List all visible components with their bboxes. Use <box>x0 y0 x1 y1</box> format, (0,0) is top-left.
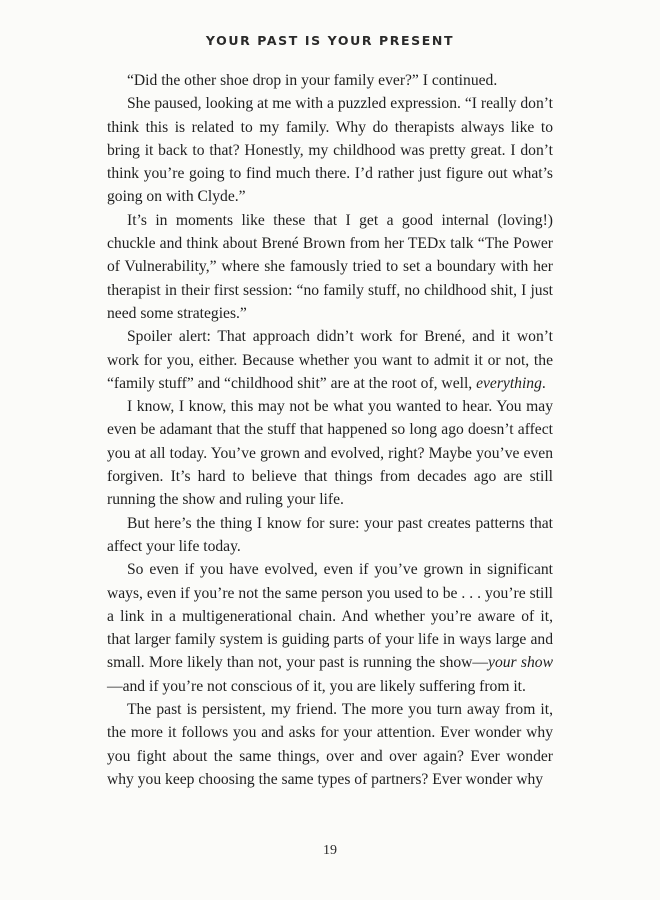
paragraph: Spoiler alert: That approach didn’t work for Brené, and it won’t work for you, either. Because whether you want to admit it or not, the “family stuff” and “childhood shit” are at the root of, well, everything. <box>107 328 553 392</box>
paragraph: I know, I know, this may not be what you wanted to hear. You may even be adamant that the stuff that happened so long ago doesn’t affect you at all today. You’ve grown and evolved, right? Maybe you’ve even forgiven. It’s hard to believe that things from decades ago are still running the show and ruling your life. <box>107 398 553 509</box>
emphasis: your show <box>488 654 553 672</box>
body-text <box>107 69 553 791</box>
emphasis: everything <box>476 374 542 392</box>
paragraph: It’s in moments like these that I get a good internal (loving!) chuckle and think about Brené Brown from her TEDx talk “The Power of Vulnerability,” where she famously tried to set a boundary with her therapist in their first session: “no family stuff, no childhood shit, I just need some strategies.” <box>107 211 553 322</box>
paragraph: But here’s the thing I know for sure: your past creates patterns that affect your life today. <box>107 514 553 555</box>
running-head: YOUR PAST IS YOUR PRESENT <box>205 33 455 48</box>
paragraph: The past is persistent, my friend. The more you turn away from it, the more it follows you and asks for your attention. Ever wonder why you fight about the same things, over and over again? Ever wonder why you keep choosing the same types of partners? Ever wonder why <box>107 701 553 788</box>
paragraph: She paused, looking at me with a puzzled expression. “I really don’t think this is related to my family. Why do therapists always like to bring it back to that? Honestly, my childhood was pretty great. I don’t think you’re going to find much there. I’d rather just figure out what’s going on with Clyde.” <box>107 95 553 206</box>
paragraph: So even if you have evolved, even if you’ve grown in significant ways, even if you’re not the same person you used to be . . . you’re still a link in a multigenerational chain. And whether you’re aware of it, that larger family system is guiding parts of your life in ways large and small. More likely than not, your past is running the show—your show—and if you’re not conscious of it, you are likely suffering from it. <box>107 561 553 695</box>
paragraph: “Did the other shoe drop in your family ever?” I continued. <box>127 72 498 89</box>
page-number: 19 <box>323 843 337 858</box>
